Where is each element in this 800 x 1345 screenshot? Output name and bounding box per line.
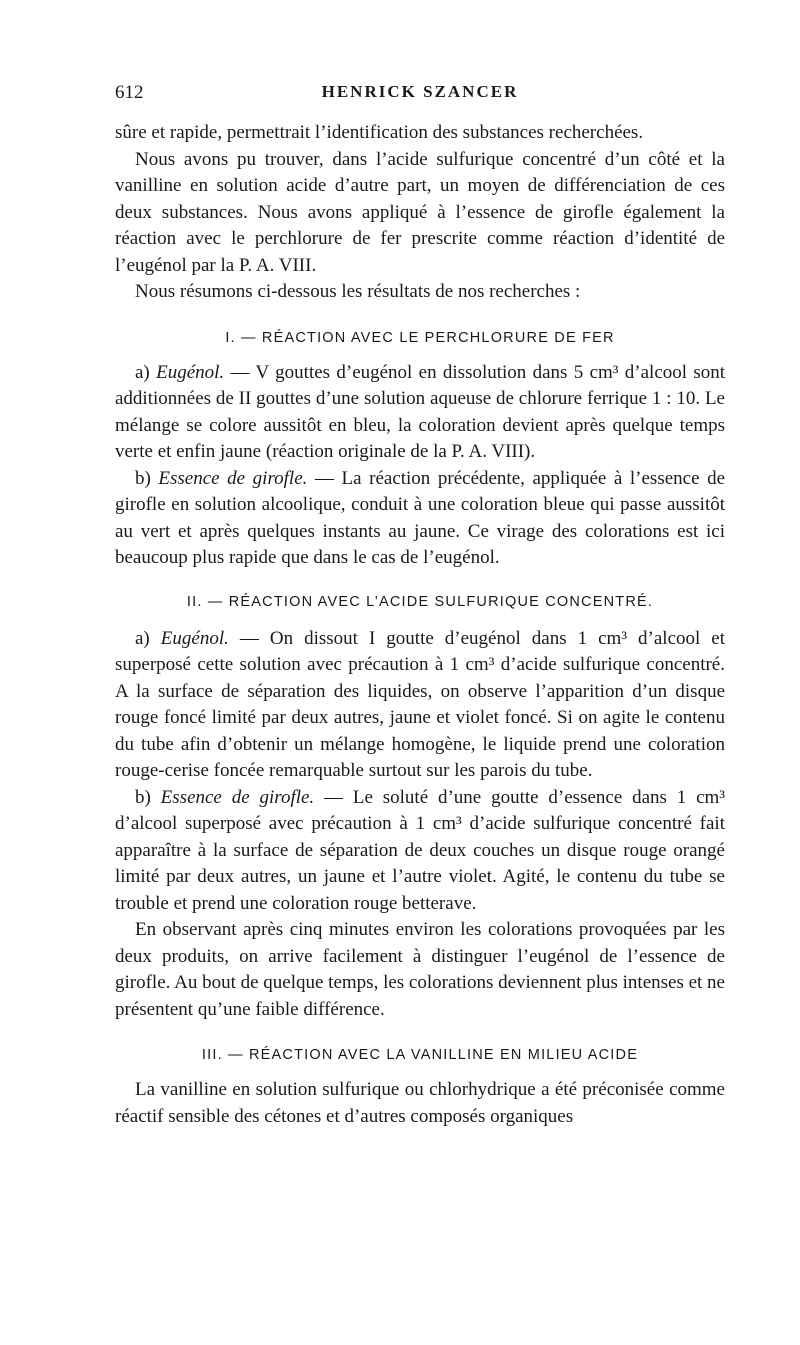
intro-paragraph-2: Nous avons pu trouver, dans l’acide sulfurique concentré d’un côté et la vanilline en solution acide d’autre part, un moyen de différenciation de ces deux substances. Nous avons appliqué à l’essence de girofle également la réaction avec le perchlorure de fer prescrite comme réaction d’identité de l’eugénol par la P. A. VIII. — [115, 148, 725, 276]
section-1-item-b — [115, 466, 725, 572]
item-term: Eugénol. — [156, 361, 225, 383]
item-term: Essence de girofle. — [158, 467, 308, 489]
section-1-heading: I. — RÉACTION AVEC LE PERCHLORURE DE FER — [225, 329, 615, 346]
page-body — [115, 120, 725, 1130]
item-label: b) — [135, 467, 151, 489]
item-text: — On dissout I goutte d’eugénol dans 1 cm³ d’alcool et superposé cette solution avec précaution à 1 cm³ d’acide sulfurique concentré. A la surface de séparation des liquides, on observe l’apparition d’un disque rouge foncé limité par deux autres, jaune et violet foncé. Si on agite le contenu du tube afin d’obtenir un mélange homogène, le liquide prend une coloration rouge-cerise foncée remarquable surtout sur les parois du tube. — [115, 627, 726, 781]
page-header — [115, 82, 725, 106]
section-2-conclusion: En observant après cinq minutes environ les colorations provoquées par les deux produits, on arrive facilement à distinguer l’eugénol de l’essence de girofle. Au bout de quelque temps, les colorations deviennent plus intenses et ne présentent qu’une faible différence. — [115, 919, 725, 1020]
item-text: — V gouttes d’eugénol en dissolution dans 5 cm³ d’alcool sont additionnées de II gouttes d’une solution aqueuse de chlorure ferrique 1 : 10. Le mélange se colore aussitôt en bleu, la coloration devient après quelque temps verte et enfin jaune (réaction originale de la P. A. VIII). — [115, 361, 726, 462]
section-1-item-a — [115, 360, 725, 466]
section-2-heading: II. — RÉACTION AVEC L’ACIDE SULFURIQUE CONCENTRÉ. — [186, 593, 654, 610]
section-2-item-a — [115, 626, 725, 785]
item-text: — Le soluté d’une goutte d’essence dans 1 cm³ d’alcool superposé avec précaution à 1 cm³ d’acide sulfurique concentré fait apparaître à la surface de séparation de deux couches un disque rouge orangé limité par deux autres, un jaune et l’autre violet. Agité, le contenu du tube se trouble et prend une coloration rouge betterave. — [115, 786, 725, 914]
section-3-heading: III. — RÉACTION AVEC LA VANILLINE EN MILIEU ACIDE — [201, 1047, 639, 1063]
section-2-item-b — [115, 785, 725, 918]
intro-paragraph-3: Nous résumons ci-dessous les résultats de nos recherches : — [135, 281, 581, 302]
running-title: HENRICK SZANCER — [321, 82, 519, 101]
intro-paragraph-1: sûre et rapide, permettrait l’identification des substances recherchées. — [115, 122, 644, 143]
page-number: 612 — [115, 82, 144, 103]
item-text: — La réaction précédente, appliquée à l’essence de girofle en solution alcoolique, conduit à une coloration bleue qui passe aussitôt au vert et après quelques instants au jaune. Ce virage des colorations est ici beaucoup plus rapide que dans le cas de l’eugénol. — [115, 467, 726, 568]
item-term: Eugénol. — [160, 627, 229, 649]
item-label: a) — [135, 627, 150, 649]
section-3-paragraph-1: La vanilline en solution sulfurique ou chlorhydrique a été préconisée comme réactif sensible des cétones et d’autres composés organiques — [115, 1079, 725, 1127]
item-term: Essence de girofle. — [160, 786, 315, 808]
item-label: b) — [135, 786, 151, 808]
item-label: a) — [135, 361, 150, 383]
